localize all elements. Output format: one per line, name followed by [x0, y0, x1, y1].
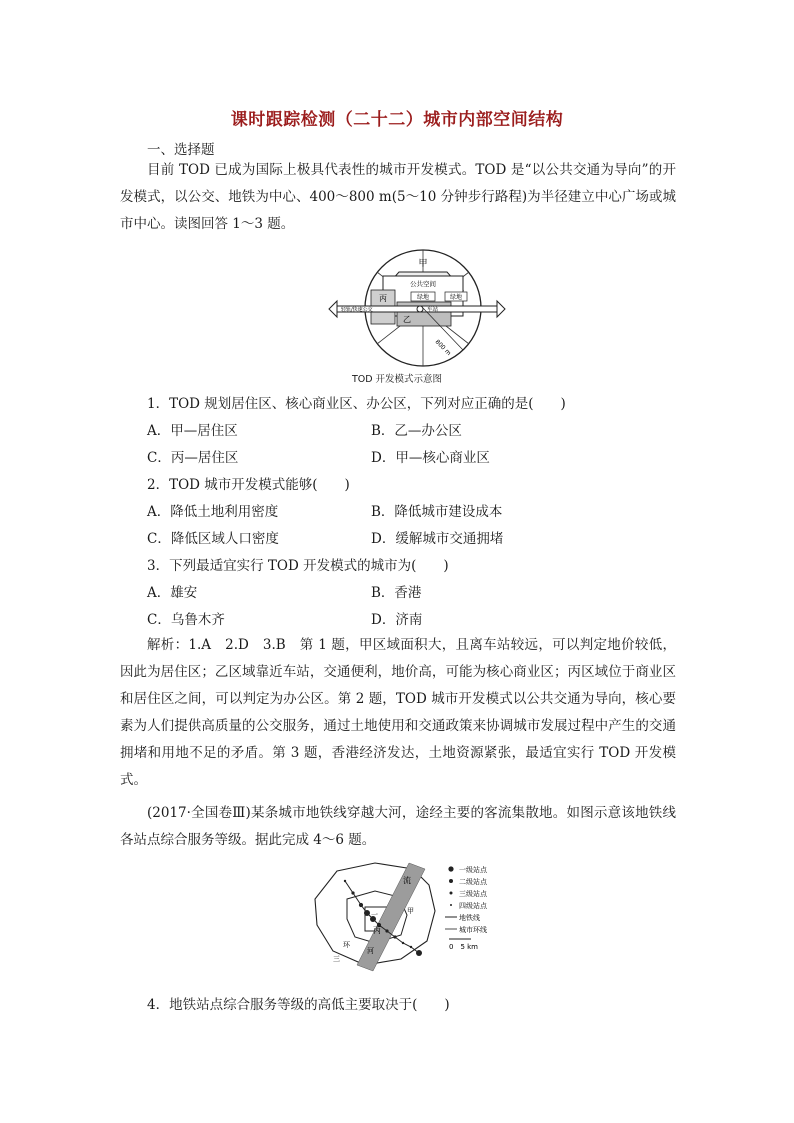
- q2-option-b: B．降低城市建设成本: [371, 504, 503, 520]
- legend-level2-marker: [449, 879, 453, 883]
- legend-level3: 三级站点: [459, 890, 487, 898]
- intro2-paragraph: (2017·全国卷Ⅲ)某条城市地铁线穿越大河，途经主要的客流集散地。如图示意该地铁线各站点综合服务等级。据此完成 4～6 题。: [120, 805, 676, 848]
- station-level1: [416, 950, 422, 956]
- label-green-left: 绿地: [416, 294, 430, 301]
- label-rail: 轻轨/快速公交: [341, 307, 373, 313]
- q2-option-c: C．降低区域人口密度: [147, 531, 279, 547]
- q3-stem: 3．下列最适宜实行 TOD 开发模式的城市为( ): [147, 558, 449, 574]
- station-level2: [359, 903, 363, 907]
- q3-option-c: C．乌鲁木齐: [147, 612, 225, 628]
- map-label-one: 一: [371, 911, 378, 919]
- label-bing: 丙: [379, 294, 387, 303]
- intro-paragraph: 目前 TOD 已成为国际上极具代表性的城市开发模式。TOD 是“以公共交通为导向”的开发模式，以公交、地铁为中心、400～800 m(5～10 分钟步行路程)为半径建立中心广场或城市中心。读图回答 1～3 题。: [120, 162, 676, 232]
- q1-option-a: A．甲—居住区: [147, 423, 238, 439]
- tod-diagram: [327, 246, 527, 371]
- map-label-river: 河: [367, 947, 374, 955]
- legend-metro-line: 地铁线: [459, 914, 480, 922]
- q1-option-c: C．丙—居住区: [147, 450, 239, 466]
- label-yi: 乙: [403, 315, 411, 324]
- map-label-bing: 丙: [373, 926, 381, 935]
- legend-level2: 二级站点: [459, 878, 487, 886]
- q3-option-a: A．雄安: [147, 585, 198, 601]
- metro-map: [303, 855, 503, 975]
- station-icon: [417, 306, 423, 312]
- page-title: 课时跟踪检测（二十二）城市内部空间结构: [230, 110, 564, 130]
- q2-option-a: A．降低土地利用密度: [147, 504, 279, 520]
- label-station: 车站: [427, 307, 439, 313]
- map-label-flow: 流: [403, 876, 411, 885]
- q1-option-b: B．乙—办公区: [371, 423, 462, 439]
- figure1-caption: TOD 开发模式示意图: [351, 374, 443, 385]
- station-level4: [402, 942, 404, 944]
- station-level3: [385, 929, 388, 932]
- map-label-ring3: 三: [333, 955, 340, 963]
- map-label-ring3b: 环: [343, 941, 350, 949]
- q3-option-b: B．香港: [371, 585, 422, 601]
- q3-option-d: D．济南: [371, 612, 423, 628]
- map-legend: [445, 865, 488, 951]
- label-green-right: 绿地: [449, 294, 463, 301]
- legend-level3-marker: [450, 892, 453, 895]
- legend-level1: 一级站点: [459, 866, 487, 874]
- q2-stem: 2．TOD 城市开发模式能够( ): [147, 477, 350, 493]
- analysis-paragraph: 解析：1.A 2.D 3.B 第 1 题，甲区域面积大，且离车站较远，可以判定地价较低，因此为居住区；乙区域靠近车站，交通便利，地价高，可能为核心商业区；丙区域位于商业区和居住区之间，可以判定为办公区。第 2 题，TOD 城市开发模式以公共交通为导向，核心要素为人们提供高质量的公交服务，通过土地使用和交通政策来协调城市发展过程中产生的交通拥堵和用地不足的矛盾。第 3 题，香港经济发达，土地资源紧张，最适宜实行 TOD 开发模式。: [120, 637, 676, 788]
- station-level1: [364, 910, 370, 916]
- q1-stem: 1．TOD 规划居住区、核心商业区、办公区，下列对应正确的是( ): [147, 396, 566, 412]
- legend-level4: 四级站点: [459, 902, 487, 910]
- label-radius: 800 m: [433, 338, 453, 358]
- station-level3: [351, 891, 354, 894]
- station-level4: [410, 946, 412, 948]
- q2-option-d: D．缓解城市交通拥堵: [371, 531, 504, 547]
- station-level3: [393, 935, 396, 938]
- station-level4: [344, 880, 346, 882]
- map-label-jia: 甲: [407, 907, 414, 915]
- q1-option-d: D．甲—核心商业区: [371, 450, 490, 466]
- legend-level1-marker: [448, 866, 453, 871]
- q4-stem: 4．地铁站点综合服务等级的高低主要取决于( ): [147, 997, 450, 1013]
- legend-ring-road: 城市环线: [459, 926, 487, 934]
- legend-scale: 0 5 km: [449, 943, 479, 951]
- legend-level4-marker: [450, 904, 452, 906]
- section-heading: 一、选择题: [147, 142, 215, 158]
- label-jia: 甲: [418, 259, 428, 269]
- label-public-space: 公共空间: [410, 280, 436, 288]
